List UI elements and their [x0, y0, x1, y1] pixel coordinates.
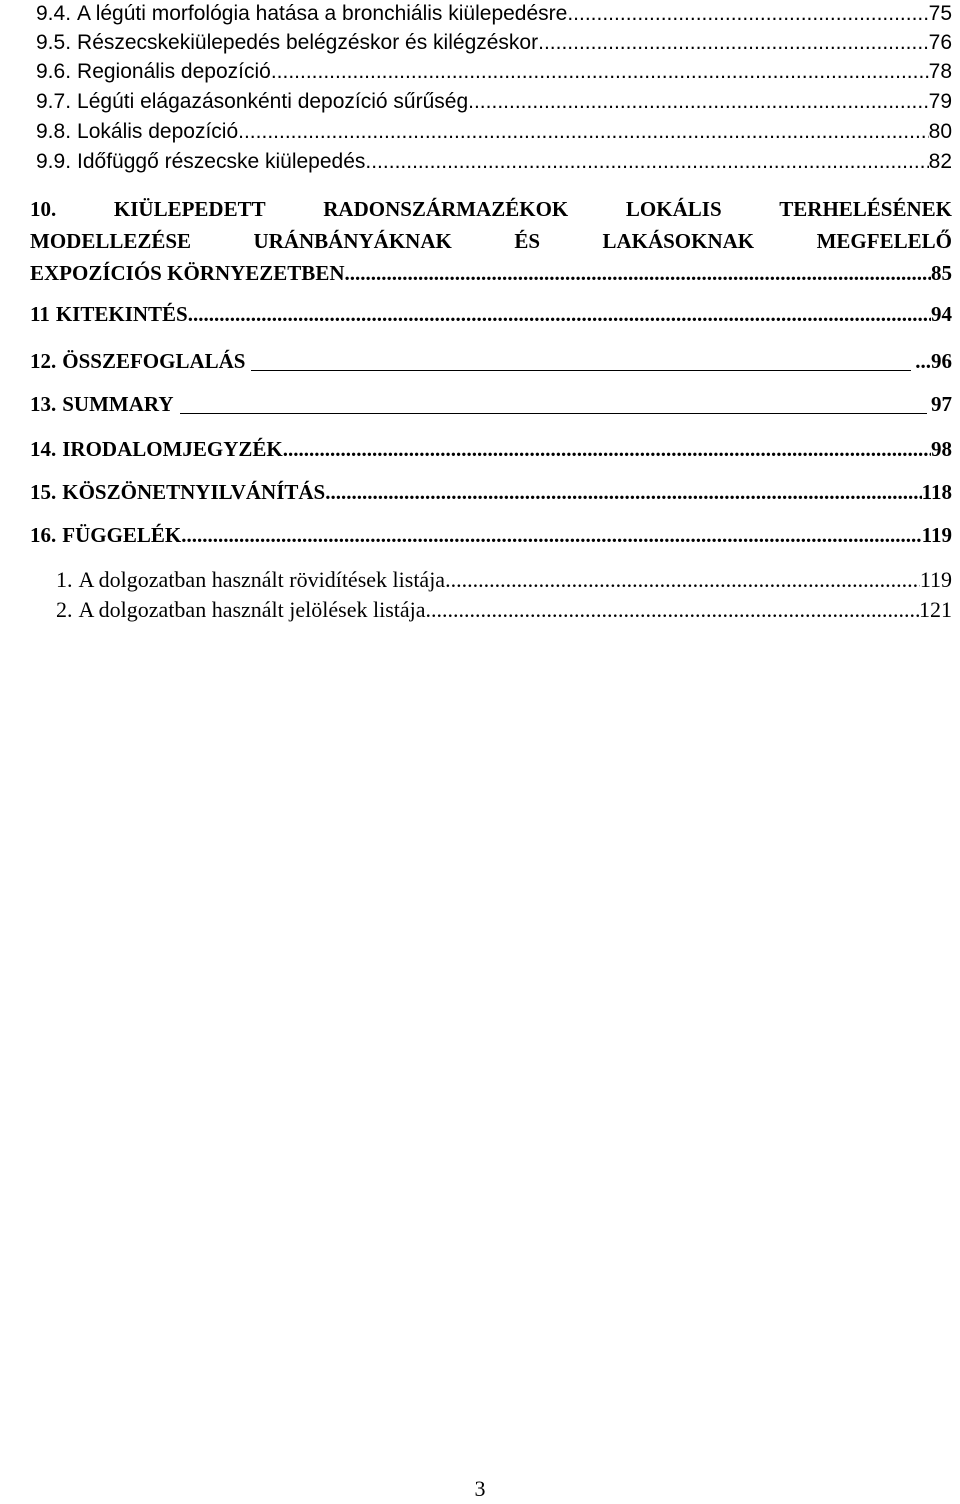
dot-leader	[538, 29, 929, 57]
chapter-title: KITEKINTÉS	[55, 302, 188, 326]
toc-entry-title: A légúti morfológia hatása a bronchiális kiülepedésre	[77, 2, 568, 25]
chapter-title: ÖSSZEFOGLALÁS	[62, 349, 246, 373]
toc-entry-page: 85	[931, 261, 952, 285]
chapter-word: LAKÁSOKNAK	[602, 229, 755, 253]
chapter-title-line-3	[30, 257, 952, 289]
dot-leader	[325, 476, 921, 508]
toc-chapter-16[interactable]	[30, 519, 952, 551]
toc-entry-page: 119	[919, 567, 952, 592]
toc-entry-number: 9.7.	[36, 90, 72, 113]
toc-entry-title: Részecskekiülepedés belégzéskor és kilégzéskor	[77, 31, 539, 54]
chapter-number: 14.	[30, 437, 57, 461]
toc-entry-page: 75	[928, 2, 952, 25]
toc-entry-9-7[interactable]	[36, 88, 952, 116]
dot-leader	[426, 595, 919, 625]
toc-chapter-10[interactable]	[30, 193, 952, 289]
toc-entry-title: A dolgozatban használt jelölések listája	[78, 597, 426, 622]
chapter-title-line-1	[30, 193, 952, 225]
toc-entry-number: 1.	[56, 567, 73, 592]
toc-entry-title: Időfüggő részecske kiülepedés	[77, 150, 366, 173]
toc-entry-page: 118	[921, 480, 952, 504]
dot-leader	[283, 433, 931, 465]
chapter-title: SUMMARY	[62, 392, 174, 416]
chapter-number: 11	[30, 302, 50, 326]
underline-leader	[251, 370, 911, 371]
toc-entry-page: 98	[931, 437, 952, 461]
toc-appendix-entry-2[interactable]	[56, 595, 952, 625]
chapter-word: KIÜLEPEDETT	[113, 197, 266, 221]
toc-entry-9-8[interactable]	[36, 118, 952, 146]
toc-entry-title: Regionális depozíció	[77, 60, 271, 83]
dot-leader	[345, 257, 932, 289]
toc-entry-number: 9.4.	[36, 2, 72, 25]
toc-chapter-14[interactable]	[30, 433, 952, 465]
dot-leader: ...	[915, 349, 931, 373]
toc-entry-number: 9.8.	[36, 120, 72, 143]
toc-entry-number: 2.	[56, 597, 73, 622]
chapter-word: URÁNBÁNYÁKNAK	[253, 229, 452, 253]
dot-leader	[567, 0, 928, 28]
toc-appendix-entry-1[interactable]	[56, 565, 952, 595]
chapter-word: 10.	[30, 197, 57, 221]
dot-leader	[365, 148, 928, 176]
toc-entry-page: 96	[931, 349, 952, 373]
chapter-title: KÖSZÖNETNYILVÁNÍTÁS	[62, 480, 326, 504]
toc-entry-page: 79	[928, 90, 952, 113]
toc-entry-page: 94	[931, 302, 952, 326]
toc-entry-page: 76	[928, 31, 952, 54]
toc-chapter-11[interactable]	[30, 298, 952, 330]
toc-entry-page: 121	[919, 597, 952, 622]
toc-entry-title: A dolgozatban használt rövidítések listája	[78, 567, 446, 592]
dot-leader	[238, 118, 929, 146]
toc-entry-9-9[interactable]	[36, 148, 952, 176]
toc-entry-page: 80	[928, 120, 952, 143]
dot-leader	[271, 58, 929, 86]
toc-entry-9-4[interactable]	[36, 0, 952, 28]
toc-entry-page: 119	[921, 523, 952, 547]
toc-entry-number: 9.5.	[36, 31, 72, 54]
toc-entry-page: 78	[928, 60, 952, 83]
chapter-title: EXPOZÍCIÓS KÖRNYEZETBEN	[30, 261, 345, 285]
chapter-title: IRODALOMJEGYZÉK	[62, 437, 283, 461]
chapter-word: RADONSZÁRMAZÉKOK	[323, 197, 569, 221]
dot-leader	[468, 88, 929, 116]
underline-leader	[180, 413, 928, 414]
toc-chapter-12[interactable]	[30, 345, 952, 377]
toc-entry-title: Lokális depozíció	[77, 120, 239, 143]
chapter-word: TERHELÉSÉNEK	[779, 197, 952, 221]
chapter-word: MEGFELELŐ	[816, 229, 952, 253]
toc-chapter-13[interactable]	[30, 388, 952, 420]
toc-entry-title: Légúti elágazásonkénti depozíció sűrűség	[77, 90, 469, 113]
chapter-word: MODELLEZÉSE	[30, 229, 192, 253]
chapter-number: 16.	[30, 523, 57, 547]
chapter-title-line-2	[30, 225, 952, 257]
chapter-number: 13.	[30, 392, 57, 416]
toc-entry-number: 9.6.	[36, 60, 72, 83]
toc-chapter-15[interactable]	[30, 476, 952, 508]
chapter-number: 15.	[30, 480, 57, 504]
chapter-title: FÜGGELÉK	[62, 523, 182, 547]
toc-entry-page: 97	[931, 392, 952, 416]
page-number: 3	[474, 1476, 486, 1501]
toc-entry-9-6[interactable]	[36, 58, 952, 86]
toc-entry-page: 82	[928, 150, 952, 173]
chapter-word: LOKÁLIS	[625, 197, 722, 221]
toc-entry-9-5[interactable]	[36, 29, 952, 57]
toc-entry-number: 9.9.	[36, 150, 72, 173]
dot-leader	[181, 519, 921, 551]
chapter-word: ÉS	[514, 229, 540, 253]
dot-leader	[445, 565, 920, 595]
chapter-number: 12.	[30, 349, 57, 373]
dot-leader	[188, 298, 931, 330]
